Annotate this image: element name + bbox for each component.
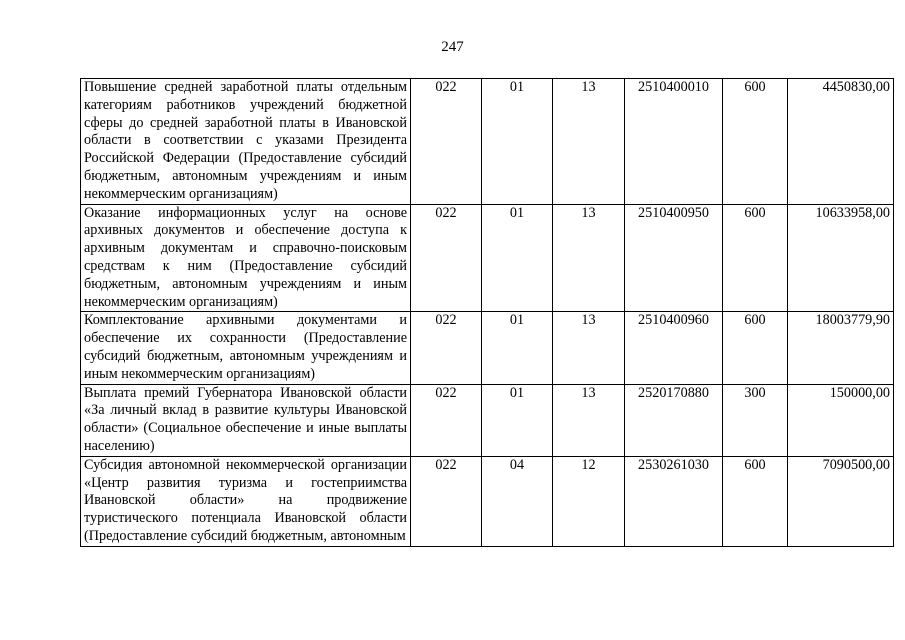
row-expense-type: 600 xyxy=(723,312,788,384)
row-grbs-code: 022 xyxy=(411,79,482,205)
table-row xyxy=(81,204,894,312)
row-grbs-code: 022 xyxy=(411,312,482,384)
row-grbs-code: 022 xyxy=(411,204,482,312)
table-row xyxy=(81,456,894,546)
row-description: Субсидия автономной некоммерческой организации «Центр развития туризма и гостеприимства Ивановской области» на продвижение туристического потенциала Ивановской области (Предоставление субсидий бюджетным, автономным xyxy=(81,456,411,546)
row-section-code: 01 xyxy=(482,204,553,312)
row-subsection-code: 13 xyxy=(553,312,625,384)
row-subsection-code: 13 xyxy=(553,79,625,205)
row-grbs-code: 022 xyxy=(411,456,482,546)
row-subsection-code: 13 xyxy=(553,204,625,312)
row-amount: 10633958,00 xyxy=(788,204,894,312)
row-expense-type: 600 xyxy=(723,204,788,312)
row-target-article: 2510400960 xyxy=(625,312,723,384)
table-row xyxy=(81,312,894,384)
page-number: 247 xyxy=(441,39,464,55)
table-row xyxy=(81,79,894,205)
row-description: Оказание информационных услуг на основе архивных документов и обеспечение доступа к архивным документам и справочно-поисковым средствам к ним (Предоставление субсидий бюджетным, автономным учреждениям и иным некоммерческим организациям) xyxy=(81,204,411,312)
row-subsection-code: 13 xyxy=(553,384,625,456)
table-row xyxy=(81,384,894,456)
row-description: Комплектование архивными документами и обеспечение их сохранности (Предоставление субсидий бюджетным, автономным учреждениям и иным некоммерческим организациям) xyxy=(81,312,411,384)
row-expense-type: 600 xyxy=(723,456,788,546)
row-amount: 4450830,00 xyxy=(788,79,894,205)
row-expense-type: 600 xyxy=(723,79,788,205)
row-target-article: 2520170880 xyxy=(625,384,723,456)
row-subsection-code: 12 xyxy=(553,456,625,546)
row-section-code: 01 xyxy=(482,312,553,384)
row-target-article: 2530261030 xyxy=(625,456,723,546)
row-target-article: 2510400010 xyxy=(625,79,723,205)
budget-table xyxy=(80,78,894,547)
row-target-article: 2510400950 xyxy=(625,204,723,312)
row-amount: 18003779,90 xyxy=(788,312,894,384)
row-description: Повышение средней заработной платы отдельным категориям работников учреждений бюджетной сферы до средней заработной платы в Ивановской области в соответствии с указами Президента Российской Федерации (Предоставление субсидий бюджетным, автономным учреждениям и иным некоммерческим организациям) xyxy=(81,79,411,205)
row-section-code: 04 xyxy=(482,456,553,546)
row-amount: 150000,00 xyxy=(788,384,894,456)
row-amount: 7090500,00 xyxy=(788,456,894,546)
row-section-code: 01 xyxy=(482,79,553,205)
row-grbs-code: 022 xyxy=(411,384,482,456)
row-section-code: 01 xyxy=(482,384,553,456)
row-description: Выплата премий Губернатора Ивановской области «За личный вклад в развитие культуры Ивановской области» (Социальное обеспечение и иные выплаты населению) xyxy=(81,384,411,456)
row-expense-type: 300 xyxy=(723,384,788,456)
